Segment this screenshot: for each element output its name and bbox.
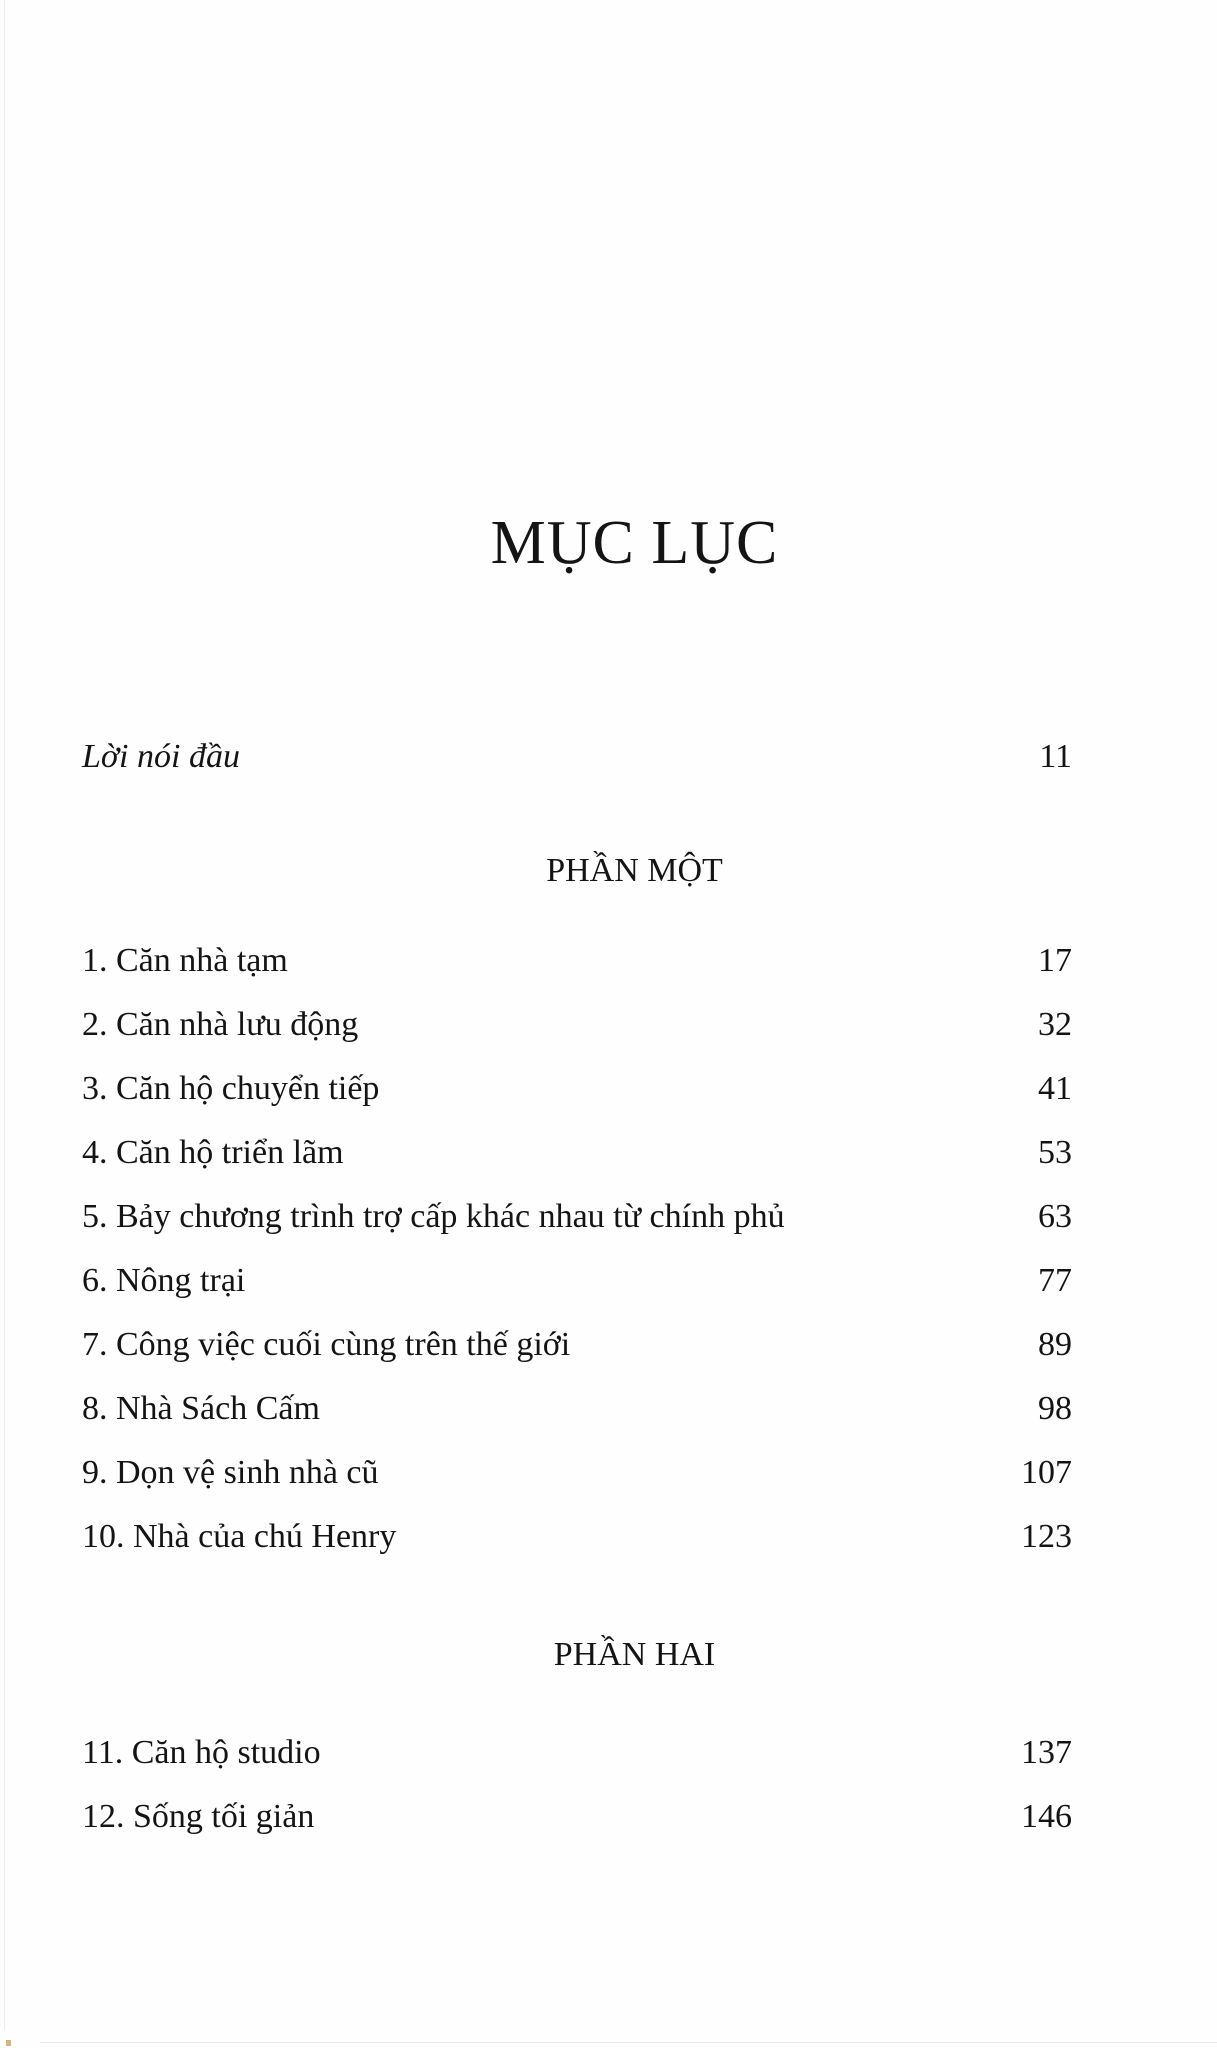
toc-entry-label: 11. Căn hộ studio xyxy=(82,1734,321,1771)
toc-entry[interactable] xyxy=(82,1198,1072,1236)
toc-entry-page: 89 xyxy=(1038,1326,1072,1363)
toc-entry-label: Lời nói đầu xyxy=(82,738,240,775)
toc-entry[interactable] xyxy=(82,1390,1072,1428)
toc-entry-page: 107 xyxy=(1021,1454,1072,1491)
part-heading-2: PHẦN HAI xyxy=(553,1636,716,1673)
toc-entry-page: 137 xyxy=(1021,1734,1072,1771)
toc-entry-label: 9. Dọn vệ sinh nhà cũ xyxy=(82,1454,379,1491)
page-edge-left xyxy=(4,0,5,2030)
toc-entry-page: 146 xyxy=(1021,1798,1072,1835)
toc-entry-page: 41 xyxy=(1038,1070,1072,1107)
page-edge-bottom xyxy=(40,2042,1217,2043)
toc-entry[interactable] xyxy=(82,1006,1072,1044)
toc-entry[interactable] xyxy=(82,1454,1072,1492)
toc-entry-page: 123 xyxy=(1021,1518,1072,1555)
toc-entry-page: 63 xyxy=(1038,1198,1072,1235)
toc-entry-label: 6. Nông trại xyxy=(82,1262,246,1299)
toc-entry-page: 11 xyxy=(1039,738,1072,775)
toc-entry-page: 53 xyxy=(1038,1134,1072,1171)
toc-entry-label: 10. Nhà của chú Henry xyxy=(82,1518,397,1555)
toc-entry[interactable] xyxy=(82,942,1072,980)
toc-entry-label: 1. Căn nhà tạm xyxy=(82,942,288,979)
toc-entry-preface[interactable] xyxy=(82,738,1072,776)
toc-entry-label: 8. Nhà Sách Cấm xyxy=(82,1390,320,1427)
toc-entry-label: 4. Căn hộ triển lãm xyxy=(82,1134,344,1171)
toc-entry-page: 17 xyxy=(1038,942,1072,979)
toc-entry[interactable] xyxy=(82,1326,1072,1364)
toc-entry[interactable] xyxy=(82,1734,1072,1772)
toc-entry-label: 7. Công việc cuối cùng trên thế giới xyxy=(82,1326,571,1363)
toc-entry[interactable] xyxy=(82,1262,1072,1300)
toc-entry-label: 5. Bảy chương trình trợ cấp khác nhau từ chính phủ xyxy=(82,1198,785,1235)
toc-entry-label: 12. Sống tối giản xyxy=(82,1798,315,1835)
toc-entry[interactable] xyxy=(82,1798,1072,1836)
scan-corner-mark xyxy=(6,2040,11,2046)
toc-entry[interactable] xyxy=(82,1518,1072,1556)
part-heading-1: PHẦN MỘT xyxy=(546,852,723,889)
toc-entry[interactable] xyxy=(82,1070,1072,1108)
toc-entry-label: 2. Căn nhà lưu động xyxy=(82,1006,359,1043)
page-title: MỤC LỤC xyxy=(490,509,779,577)
toc-entry-page: 98 xyxy=(1038,1390,1072,1427)
toc-entry-label: 3. Căn hộ chuyển tiếp xyxy=(82,1070,380,1107)
toc-entry-page: 32 xyxy=(1038,1006,1072,1043)
toc-entry[interactable] xyxy=(82,1134,1072,1172)
toc-entry-page: 77 xyxy=(1038,1262,1072,1299)
